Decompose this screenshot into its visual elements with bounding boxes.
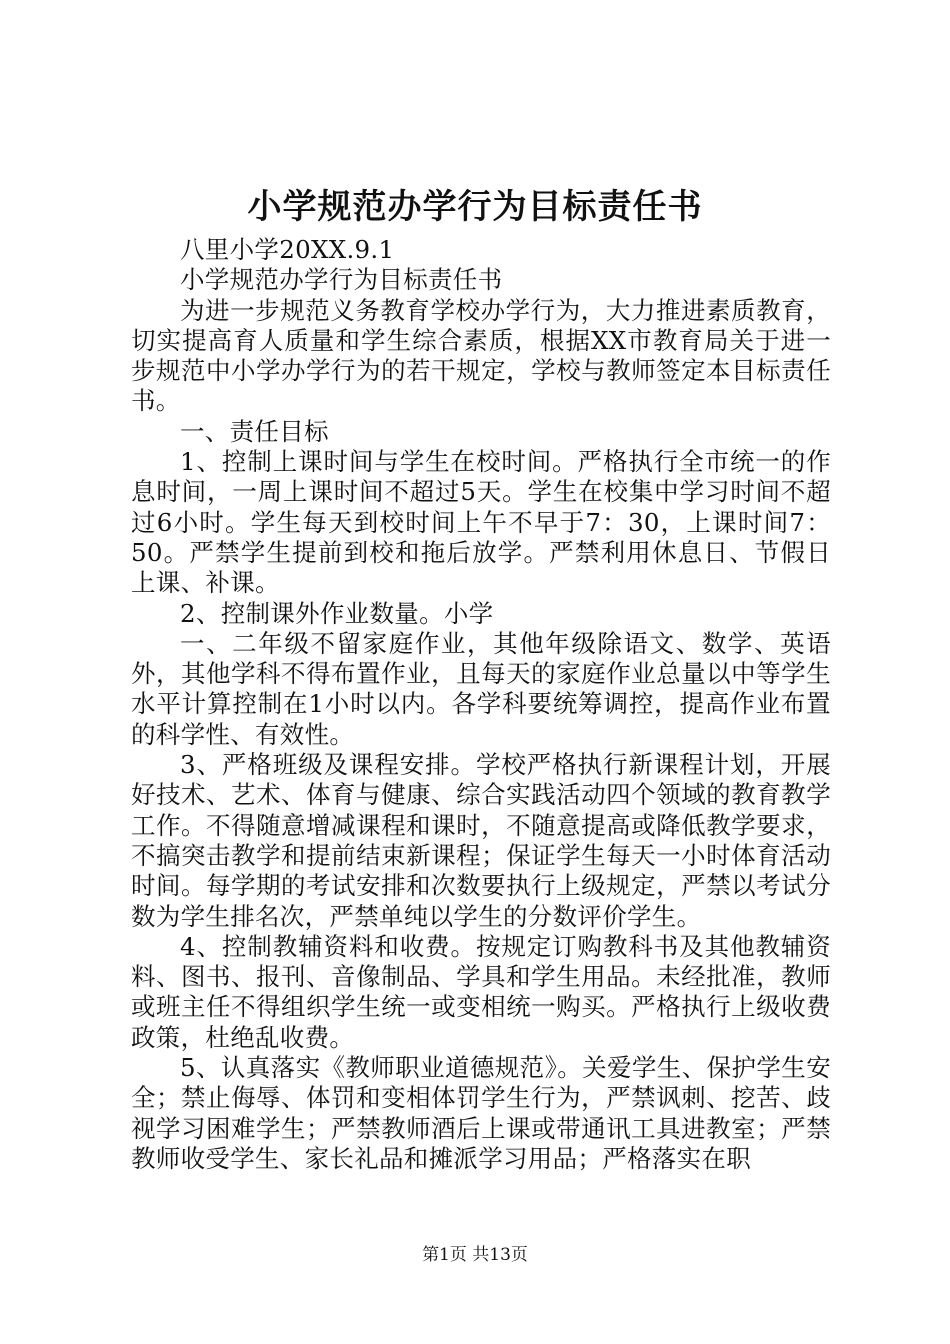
- item-2-paragraph: 2、控制课外作业数量。小学: [180, 598, 494, 628]
- item-5-paragraph: 5、认真落实《教师职业道德规范》。关爱学生、保护学生安全；禁止侮辱、体罚和变相体罚学生行为，严禁讽刺、挖苦、歧视学习困难学生；严禁教师酒后上课或带通讯工具进教室；严禁教师收受学生、家长礼品和摊派学习用品；严格落实在职: [131, 1053, 831, 1173]
- subtitle-line: 小学规范办学行为目标责任书: [180, 265, 503, 295]
- item-1-paragraph: 1、控制上课时间与学生在校时间。严格执行全市统一的作息时间，一周上课时间不超过5天。学生在校集中学习时间不超过6小时。学生每天到校时间上午不早于7：30，上课时间7：50。严禁学生提前到校和拖后放学。严禁利用休息日、节假日上课、补课。: [131, 447, 831, 598]
- item-4-paragraph: 4、控制教辅资料和收费。按规定订购教科书及其他教辅资料、图书、报刊、音像制品、学具和学生用品。未经批准，教师或班主任不得组织学生统一或变相统一购买。严格执行上级收费政策，杜绝乱收费。: [131, 931, 831, 1052]
- document-title: 小学规范办学行为目标责任书: [247, 187, 703, 227]
- page-number-footer: 第1页 共13页: [422, 1245, 528, 1265]
- item-3-paragraph: 3、严格班级及课程安排。学校严格执行新课程计划，开展好技术、艺术、体育与健康、综合实践活动四个领域的教育教学工作。不得随意增减课程和课时，不随意提高或降低教学要求，不搞突击教学和提前结束新课程；保证学生每天一小时体育活动时间。每学期的考试安排和次数要执行上级规定，严禁以考试分数为学生排名次，严禁单纯以学生的分数评价学生。: [131, 750, 831, 931]
- intro-paragraph: 为进一步规范义务教育学校办学行为，大力推进素质教育，切实提高育人质量和学生综合素质，根据XX市教育局关于进一步规范中小学办学行为的若干规定，学校与教师签定本目标责任书。: [131, 295, 831, 416]
- item-2-continuation-paragraph: 一、二年级不留家庭作业，其他年级除语文、数学、英语外，其他学科不得布置作业，且每天的家庭作业总量以中等学生水平计算控制在1小时以内。各学科要统筹调控，提高作业布置的科学性、有效性。: [131, 628, 831, 749]
- section-heading-goals: 一、责任目标: [180, 416, 329, 446]
- document-body: [131, 235, 831, 1174]
- school-date-line: 八里小学20XX.9.1: [180, 235, 395, 264]
